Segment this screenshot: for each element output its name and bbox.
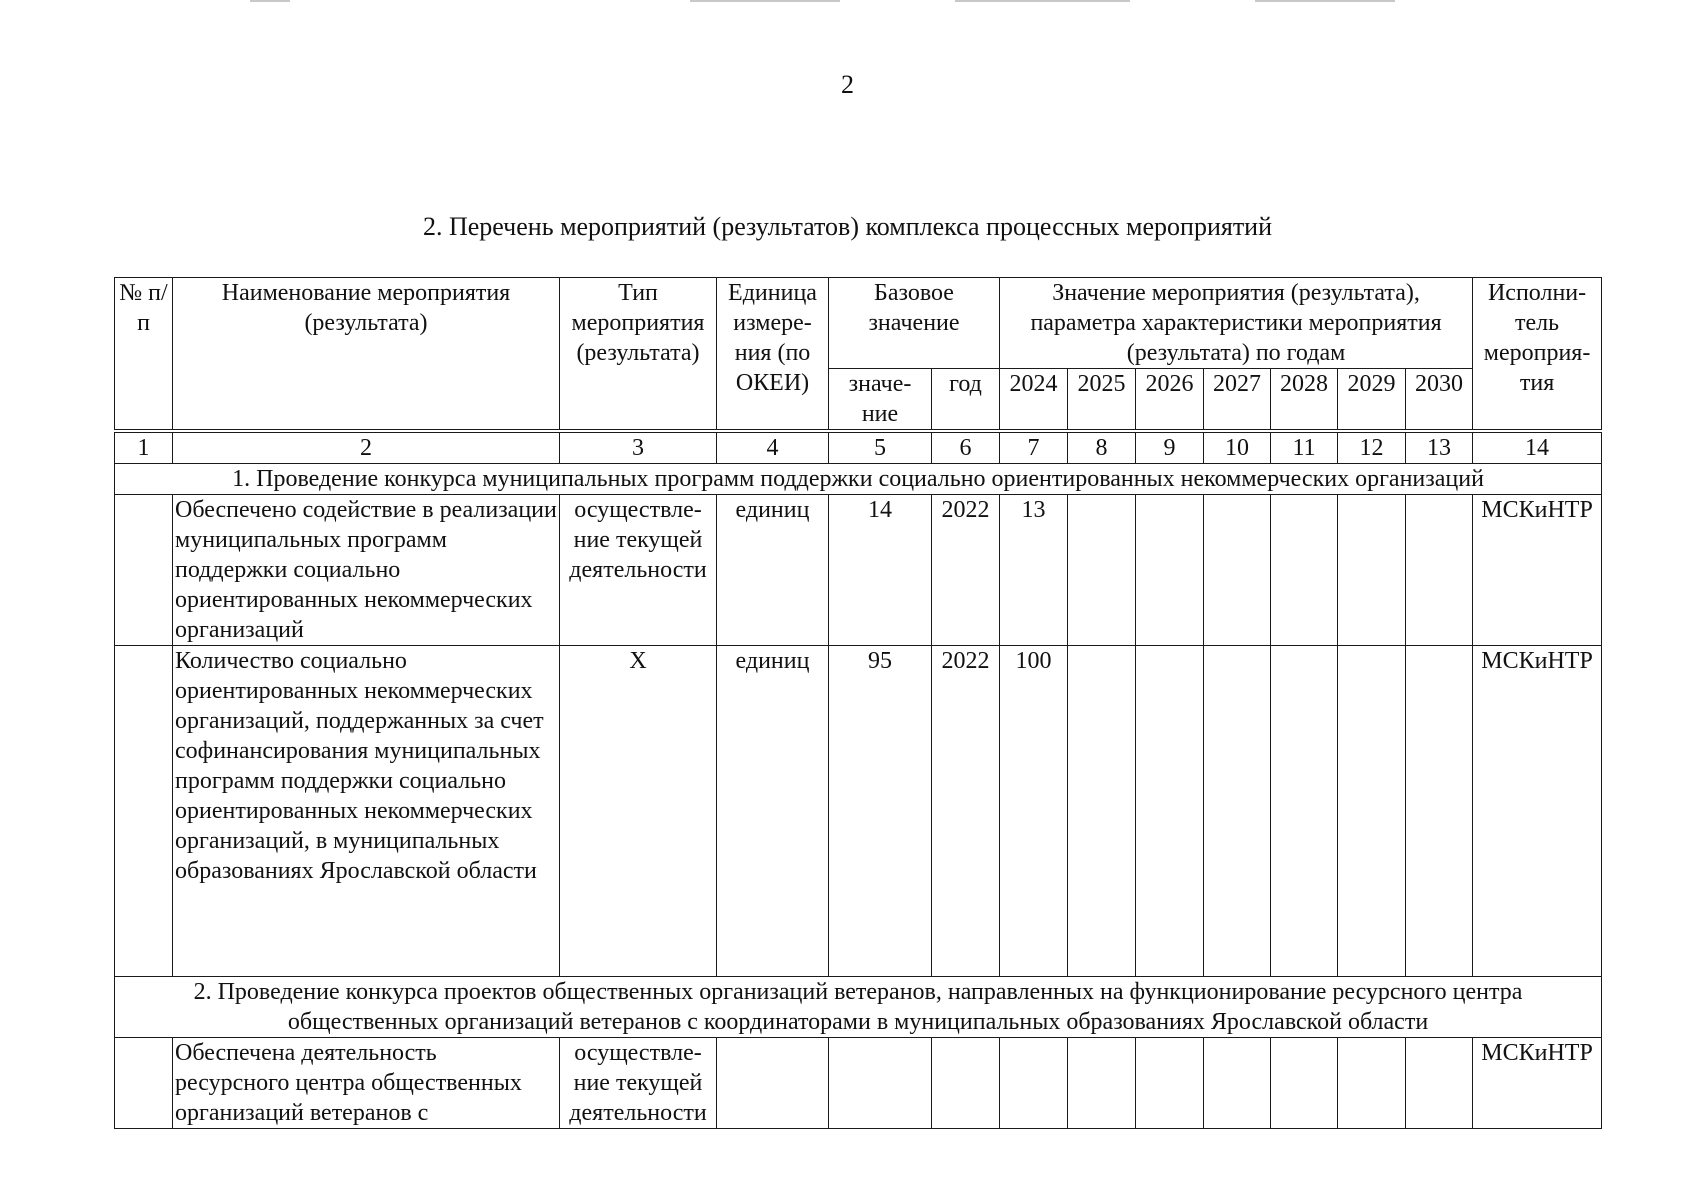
cell-name: Количество социально ориентированных некоммерческих организаций, поддержанных за счет софинансирования муниципальных программ поддержки социально ориентированных некоммерческих организаций, в муниципальных образованиях Ярославской области <box>173 646 560 977</box>
header-year: 2025 <box>1068 369 1136 432</box>
cell-year-value <box>1136 646 1204 977</box>
cell-year-value: 13 <box>1000 495 1068 646</box>
cell-base-value: 95 <box>829 646 932 977</box>
section-title: 1. Проведение конкурса муниципальных программ поддержки социально ориентированных некоммерческих организаций <box>115 464 1602 495</box>
document-title: 2. Перечень мероприятий (результатов) комплекса процессных мероприятий <box>422 212 1273 241</box>
header-name: Наименование мероприятия (результата) <box>173 278 560 432</box>
cell-year-value <box>1204 1038 1271 1129</box>
column-number: 1 <box>115 431 173 464</box>
column-number: 3 <box>560 431 717 464</box>
header-year: 2027 <box>1204 369 1271 432</box>
table-row <box>115 646 1602 977</box>
section-row <box>115 977 1602 1038</box>
column-number-row <box>115 431 1602 464</box>
header-base: Базовое значение <box>829 278 1000 369</box>
cell-year-value <box>1271 646 1338 977</box>
scan-edge-mark <box>690 0 840 2</box>
header-year: 2026 <box>1136 369 1204 432</box>
header-base-year: год <box>932 369 1000 432</box>
cell-year-value <box>1271 1038 1338 1129</box>
measures-table-container <box>114 277 1601 1129</box>
cell-year-value <box>1204 495 1271 646</box>
cell-year-value <box>1338 646 1406 977</box>
cell-year-value <box>1136 1038 1204 1129</box>
cell-base-year: 2022 <box>932 495 1000 646</box>
header-year: 2028 <box>1271 369 1338 432</box>
cell-executor: МСКиНТР <box>1473 646 1602 977</box>
cell-type: Х <box>560 646 717 977</box>
cell-base-year: 2022 <box>932 646 1000 977</box>
column-number: 2 <box>173 431 560 464</box>
header-year: 2024 <box>1000 369 1068 432</box>
measures-table <box>114 277 1602 1129</box>
cell-type: осуществле-ние текущей деятельности <box>560 495 717 646</box>
column-number: 7 <box>1000 431 1068 464</box>
page-number: 2 <box>841 70 854 99</box>
column-number: 5 <box>829 431 932 464</box>
cell-year-value <box>1406 646 1473 977</box>
cell-num <box>115 1038 173 1129</box>
table-row <box>115 495 1602 646</box>
cell-year-value <box>1136 495 1204 646</box>
cell-base-year <box>932 1038 1000 1129</box>
cell-year-value <box>1271 495 1338 646</box>
column-number: 6 <box>932 431 1000 464</box>
header-row <box>115 278 1602 369</box>
cell-year-value <box>1406 1038 1473 1129</box>
section-title: 2. Проведение конкурса проектов общественных организаций ветеранов, направленных на функционирование ресурсного центра общественных организаций ветеранов с координаторами в муниципальных образованиях Ярославской области <box>115 977 1602 1038</box>
cell-unit: единиц <box>717 646 829 977</box>
column-number: 14 <box>1473 431 1602 464</box>
scan-edge-mark <box>1255 0 1395 2</box>
cell-name: Обеспечено содействие в реализации муниципальных программ поддержки социально ориентированных некоммерческих организаций <box>173 495 560 646</box>
cell-year-value <box>1068 1038 1136 1129</box>
cell-year-value <box>1068 495 1136 646</box>
scan-edge-mark <box>250 0 290 2</box>
cell-executor: МСКиНТР <box>1473 1038 1602 1129</box>
header-unit: Единица измере-ния (по ОКЕИ) <box>717 278 829 432</box>
section-row <box>115 464 1602 495</box>
cell-name: Обеспечена деятельность ресурсного центра общественных организаций ветеранов с <box>173 1038 560 1129</box>
cell-type: осуществле-ние текущей деятельности <box>560 1038 717 1129</box>
header-type: Тип мероприятия (результата) <box>560 278 717 432</box>
header-executor: Исполни-тель мероприя-тия <box>1473 278 1602 432</box>
cell-year-value <box>1068 646 1136 977</box>
header-values: Значение мероприятия (результата), параметра характеристики мероприятия (результата) по годам <box>1000 278 1473 369</box>
cell-unit <box>717 1038 829 1129</box>
header-num: № п/п <box>115 278 173 432</box>
table-row <box>115 1038 1602 1129</box>
cell-base-value <box>829 1038 932 1129</box>
cell-year-value <box>1204 646 1271 977</box>
column-number: 13 <box>1406 431 1473 464</box>
cell-year-value <box>1000 1038 1068 1129</box>
scan-edge-mark <box>955 0 1130 2</box>
header-year: 2030 <box>1406 369 1473 432</box>
cell-unit: единиц <box>717 495 829 646</box>
cell-num <box>115 646 173 977</box>
cell-year-value <box>1406 495 1473 646</box>
header-year: 2029 <box>1338 369 1406 432</box>
cell-year-value <box>1338 1038 1406 1129</box>
column-number: 12 <box>1338 431 1406 464</box>
cell-executor: МСКиНТР <box>1473 495 1602 646</box>
cell-year-value: 100 <box>1000 646 1068 977</box>
header-base-value: значе-ние <box>829 369 932 432</box>
column-number: 9 <box>1136 431 1204 464</box>
column-number: 11 <box>1271 431 1338 464</box>
cell-num <box>115 495 173 646</box>
cell-base-value: 14 <box>829 495 932 646</box>
cell-year-value <box>1338 495 1406 646</box>
column-number: 4 <box>717 431 829 464</box>
column-number: 8 <box>1068 431 1136 464</box>
column-number: 10 <box>1204 431 1271 464</box>
